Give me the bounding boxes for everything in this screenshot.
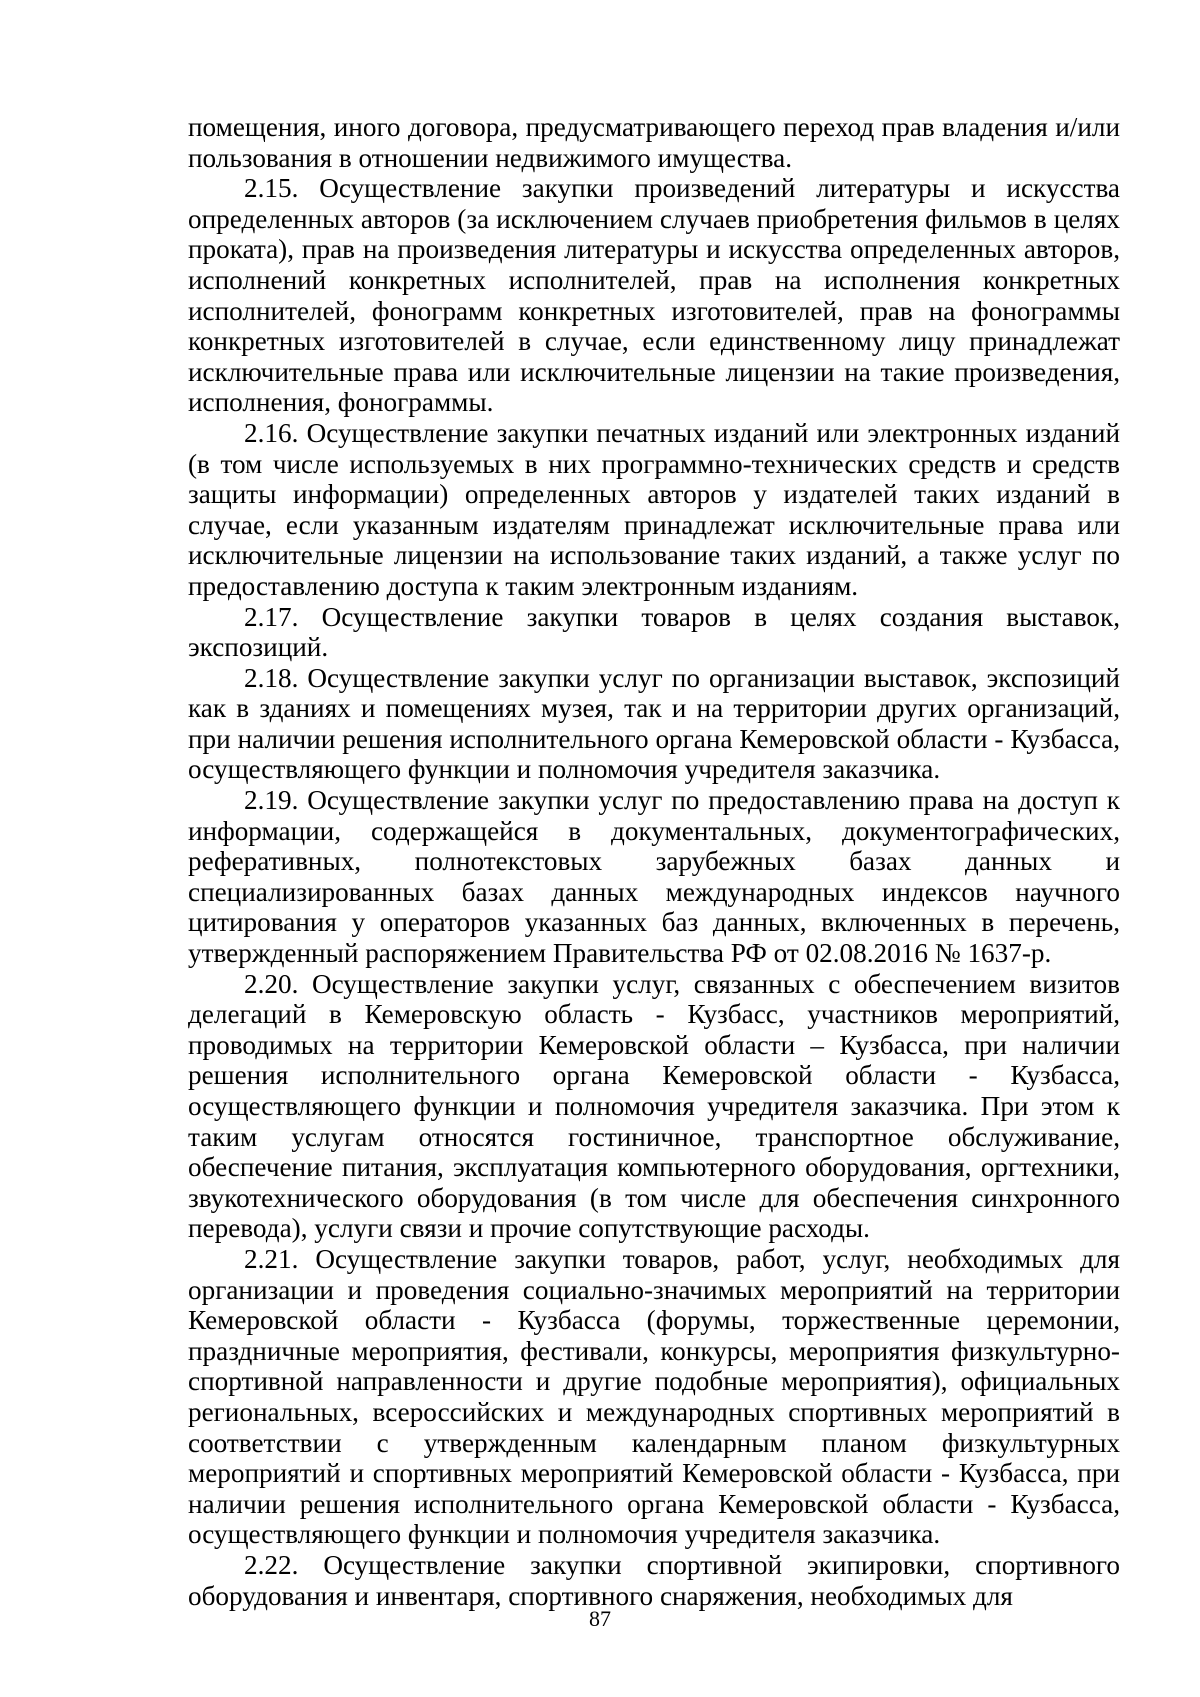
paragraph-2-17: 2.17. Осуществление закупки товаров в целях создания выставок, экспозиций. bbox=[188, 601, 1120, 663]
paragraph-2-22: 2.22. Осуществление закупки спортивной экипировки, спортивного оборудования и инвентаря, спортивного снаряжения, необходимых для bbox=[188, 1549, 1120, 1611]
paragraph-2-16: 2.16. Осуществление закупки печатных изданий или электронных изданий (в том числе используемых в них программно-технических средств и средств защиты информации) определенных авторов у издателей таких изданий в случае, если указанным издателям принадлежат исключительные права или исключительные лицензии на использование таких изданий, а также услуг по предоставлению доступа к таким электронным изданиям. bbox=[188, 417, 1120, 601]
paragraph-2-19: 2.19. Осуществление закупки услуг по предоставлению права на доступ к информации, содержащейся в документальных, документографических, реферативных, полнотекстовых зарубежных базах данных и специализированных базах данных международных индексов научного цитирования у операторов указанных баз данных, включенных в перечень, утвержденный распоряжением Правительства РФ от 02.08.2016 № 1637-р. bbox=[188, 785, 1120, 969]
paragraph-2-18: 2.18. Осуществление закупки услуг по организации выставок, экспозиций как в зданиях и помещениях музея, так и на территории других организаций, при наличии решения исполнительного органа Кемеровской области - Кузбасса, осуществляющего функции и полномочия учредителя заказчика. bbox=[188, 662, 1120, 785]
document-body bbox=[188, 112, 1120, 1611]
page-number: 87 bbox=[589, 1606, 611, 1631]
paragraph-2-15: 2.15. Осуществление закупки произведений литературы и искусства определенных авторов (за исключением случаев приобретения фильмов в целях проката), прав на произведения литературы и искусства определенных авторов, исполнений конкретных исполнителей, прав на исполнения конкретных исполнителей, фонограмм конкретных изготовителей, прав на фонограммы конкретных изготовителей в случае, если единственному лицу принадлежат исключительные права или исключительные лицензии на такие произведения, исполнения, фонограммы. bbox=[188, 173, 1120, 418]
paragraph-2-21: 2.21. Осуществление закупки товаров, работ, услуг, необходимых для организации и проведения социально-значимых мероприятий на территории Кемеровской области - Кузбасса (форумы, торжественные церемонии, праздничные мероприятия, фестивали, конкурсы, мероприятия физкультурно-спортивной направленности и другие подобные мероприятия), официальных региональных, всероссийских и международных спортивных мероприятий в соответствии с утвержденным календарным планом физкультурных мероприятий и спортивных мероприятий Кемеровской области - Кузбасса, при наличии решения исполнительного органа Кемеровской области - Кузбасса, осуществляющего функции и полномочия учредителя заказчика. bbox=[188, 1243, 1120, 1550]
paragraph-2-20: 2.20. Осуществление закупки услуг, связанных с обеспечением визитов делегаций в Кемеровскую область - Кузбасс, участников мероприятий, проводимых на территории Кемеровской области – Кузбасса, при наличии решения исполнительного органа Кемеровской области - Кузбасса, осуществляющего функции и полномочия учредителя заказчика. При этом к таким услугам относятся гостиничное, транспортное обслуживание, обеспечение питания, эксплуатация компьютерного оборудования, оргтехники, звукотехнического оборудования (в том числе для обеспечения синхронного перевода), услуги связи и прочие сопутствующие расходы. bbox=[188, 968, 1120, 1244]
paragraph-continuation: помещения, иного договора, предусматривающего переход прав владения и/или пользования в отношении недвижимого имущества. bbox=[188, 112, 1120, 173]
